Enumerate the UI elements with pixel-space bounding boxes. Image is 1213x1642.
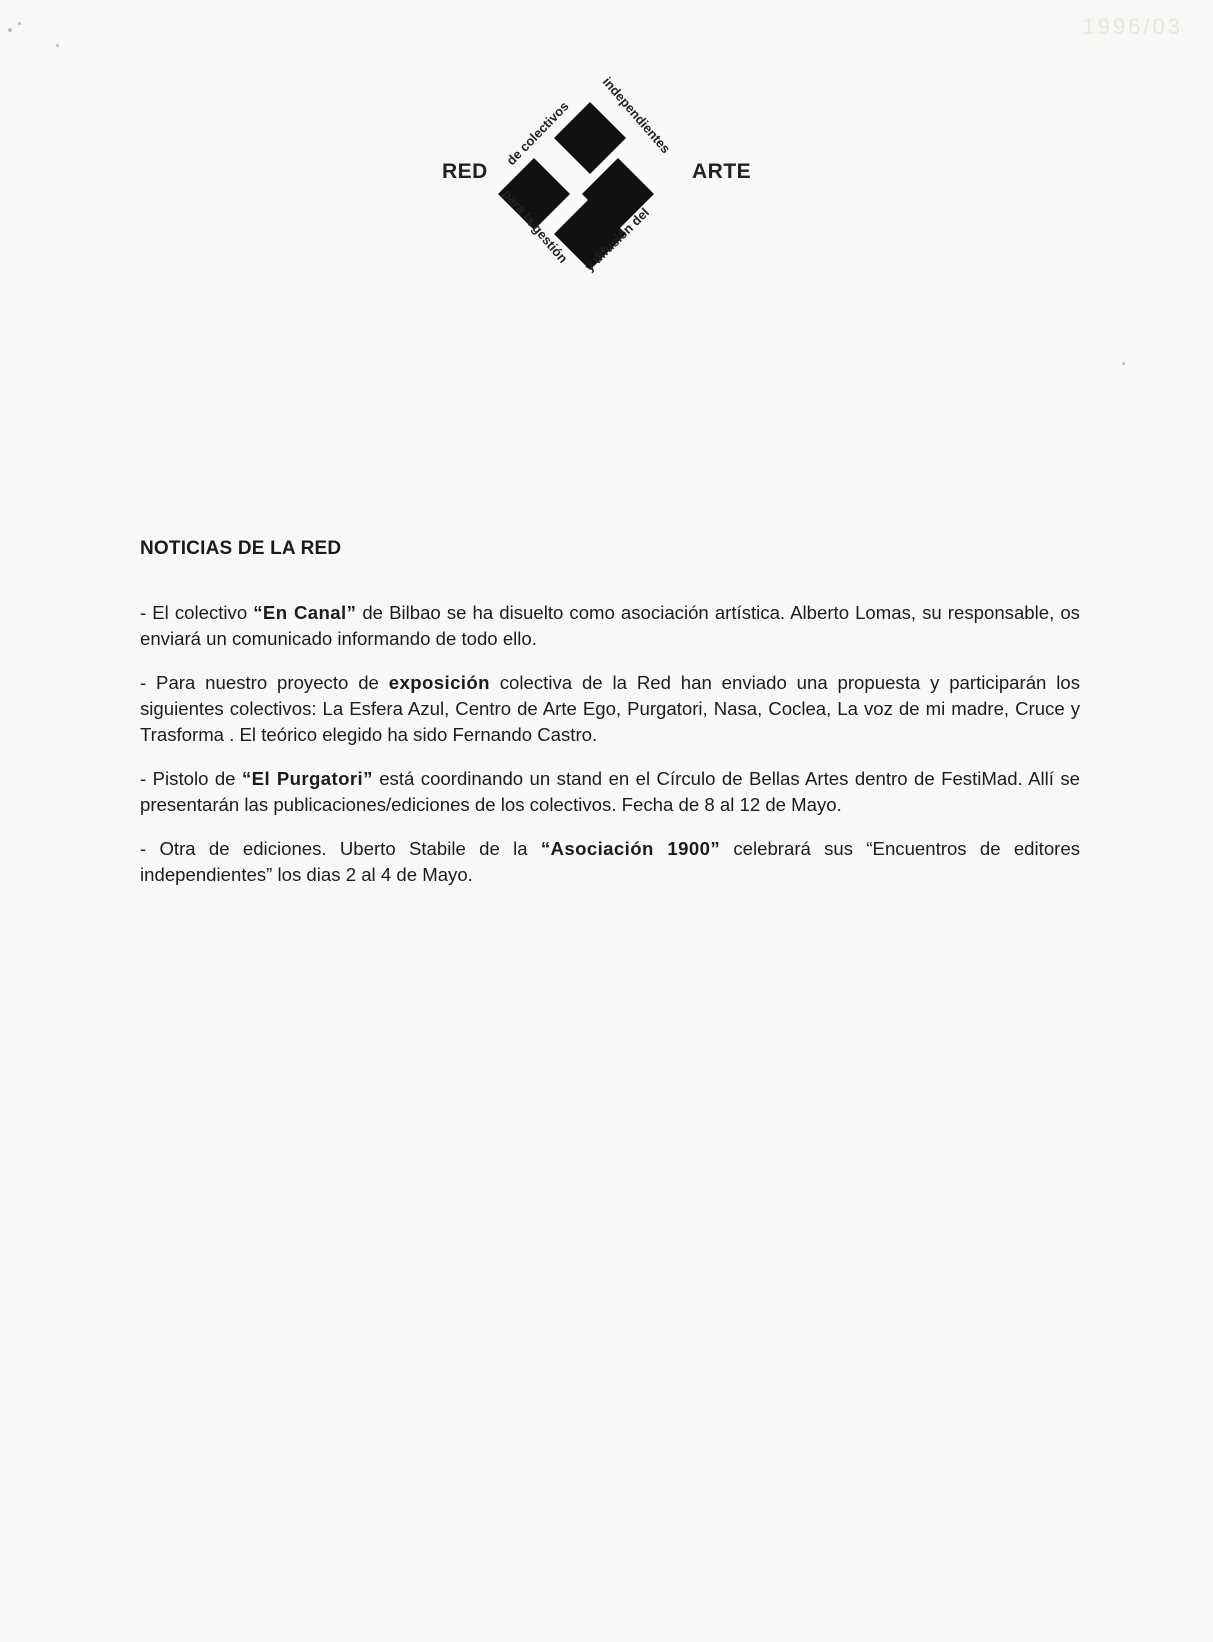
news-item-text: de Bilbao se ha disuelto como asociación artística. Alberto Lomas, su responsable, os enviará un comunicado informando de todo ello. bbox=[140, 602, 1080, 649]
news-item-text: celebrará sus “Encuentros de editores independientes” los dias 2 al 4 de Mayo. bbox=[140, 838, 1080, 885]
news-item-highlight: “El Purgatori” bbox=[241, 768, 373, 789]
logo-arc-upper-left: de colectivos bbox=[503, 98, 572, 169]
logo-arc-upper-right: independientes bbox=[599, 74, 674, 157]
logo-arc-lower-right: y difusión del bbox=[581, 204, 653, 275]
news-item-highlight: “Asociación 1900” bbox=[540, 838, 721, 859]
logo-arc-lower-left: para la gestión bbox=[499, 186, 571, 266]
paper-speck bbox=[56, 44, 59, 47]
news-item-text: - Para nuestro proyecto de bbox=[140, 672, 389, 693]
news-item-text: - Pistolo de bbox=[140, 768, 242, 789]
news-item-text: - Otra de ediciones. Uberto Stabile de la bbox=[140, 838, 541, 859]
corner-handwritten-mark: 1996/03 bbox=[1082, 14, 1183, 39]
paper-speck bbox=[18, 22, 21, 25]
red-arte-logo bbox=[430, 70, 770, 280]
news-item-purgatori bbox=[140, 766, 1080, 818]
news-item-asociacion-1900 bbox=[140, 836, 1080, 888]
news-item-text: colectiva de la Red han enviado una propuesta y participarán los siguientes colectivos: La Esfera Azul, Centro de Arte Ego, Purgatori, Nasa, Coclea, La voz de mi madre, Cruce y Trasforma . El teórico elegido ha sido Fernando Castro. bbox=[140, 672, 1080, 745]
news-item-text: - El colectivo bbox=[140, 602, 254, 623]
logo-red-word: RED bbox=[442, 160, 488, 183]
news-item-en-canal bbox=[140, 600, 1080, 652]
news-item-highlight: “En Canal” bbox=[253, 602, 357, 623]
news-item-exposicion bbox=[140, 670, 1080, 748]
paper-speck bbox=[1122, 362, 1125, 365]
news-item-text: está coordinando un stand en el Círculo de Bellas Artes dentro de FestiMad. Allí se presentarán las publicaciones/ediciones de los colectivos. Fecha de 8 al 12 de Mayo. bbox=[140, 768, 1081, 815]
news-item-highlight: exposición bbox=[388, 672, 490, 693]
section-title: NOTICIAS DE LA RED bbox=[140, 538, 342, 559]
news-section bbox=[140, 538, 1080, 906]
paper-speck bbox=[8, 28, 12, 32]
logo-arte-word: ARTE bbox=[692, 160, 752, 183]
